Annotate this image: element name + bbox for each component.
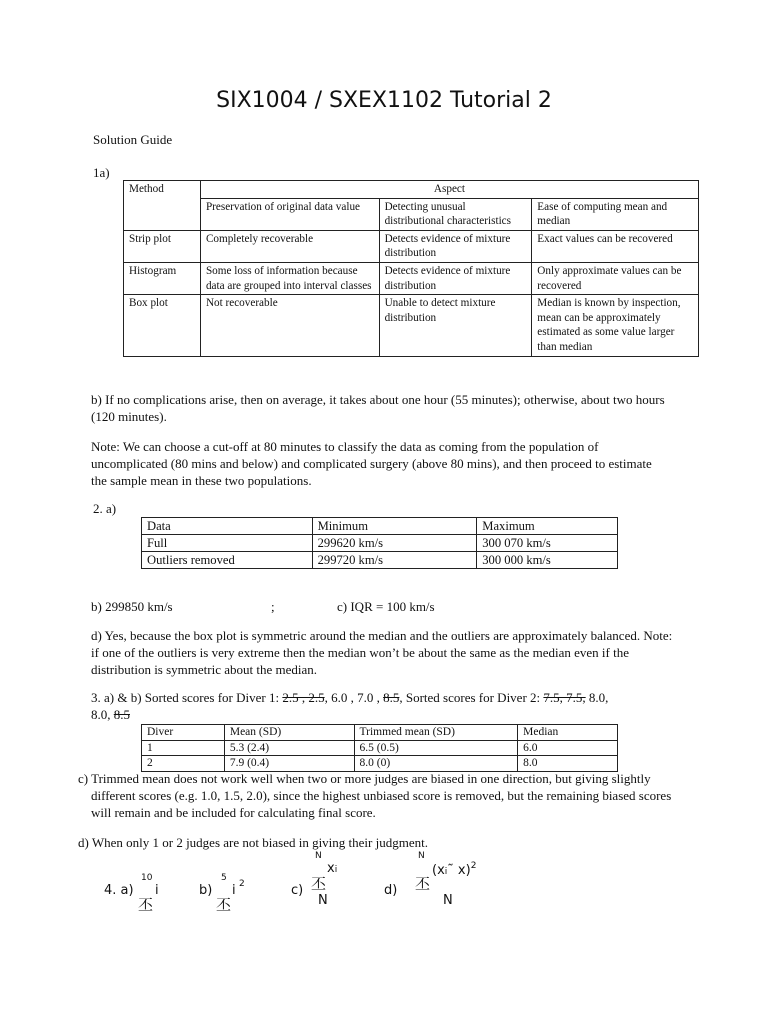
table-cell: 299620 km/s — [312, 535, 477, 552]
table-cell: Unable to detect mixture distribution — [379, 295, 532, 356]
q4b-power: 2 — [239, 879, 245, 889]
q4b-term: i — [232, 883, 236, 898]
table-cell: 5.3 (2.4) — [224, 740, 354, 756]
q4c-term — [327, 861, 337, 876]
q4d-subscript: i — [444, 867, 448, 877]
table-cell: 7.9 (0.4) — [224, 756, 354, 772]
diver1-struck-score: 8.5 — [383, 690, 400, 705]
sigma-icon: 丕 — [415, 875, 431, 893]
table-cell: 299720 km/s — [312, 552, 477, 569]
table-cell: Method — [124, 181, 201, 231]
diver2-struck-score: 8.5 — [113, 707, 130, 722]
table-cell: Diver — [142, 725, 225, 741]
table-cell: 300 070 km/s — [477, 535, 618, 552]
sigma-icon: 丕 — [216, 896, 232, 914]
diver2-struck-scores: 7.5, 7.5, — [543, 690, 586, 705]
q2-c-answer: c) IQR = 100 km/s — [337, 599, 435, 614]
diver2-scores: 8.0, — [585, 690, 609, 705]
table-cell: 300 000 km/s — [477, 552, 618, 569]
table-cell: Exact values can be recovered — [532, 230, 699, 262]
q1-table — [123, 180, 699, 357]
q3-table — [141, 724, 618, 772]
q2-b-answer: b) 299850 km/s — [91, 599, 173, 614]
table-cell: Some loss of information because data are grouped into interval classes — [200, 262, 379, 294]
q4a-term: i — [155, 883, 159, 898]
table-cell: Trimmed mean (SD) — [354, 725, 518, 741]
table-cell: Median — [518, 725, 618, 741]
q2-label: 2. a) — [93, 501, 117, 516]
diver1-scores: , 6.0 , 7.0 , — [324, 690, 384, 705]
q3-ab-line-2 — [91, 706, 130, 723]
table-row — [142, 740, 618, 756]
table-cell: Detects evidence of mixture distribution — [379, 262, 532, 294]
q4c-subscript: i — [334, 865, 338, 875]
table-cell: Full — [142, 535, 313, 552]
diver2-prefix: , Sorted scores for Diver 2: — [399, 690, 544, 705]
page-title: SIX1004 / SXEX1102 Tutorial 2 — [216, 88, 552, 113]
table-row — [124, 181, 699, 199]
table-row — [124, 230, 699, 262]
table-cell: Only approximate values can be recovered — [532, 262, 699, 294]
table-cell: Histogram — [124, 262, 201, 294]
q4d-power: 2 — [470, 861, 477, 871]
q4c-variable: x — [327, 861, 335, 876]
q2-table — [141, 517, 618, 569]
table-cell: Strip plot — [124, 230, 201, 262]
table-row — [124, 295, 699, 356]
q4d-open: (x — [432, 863, 445, 878]
q3-ab-prefix: 3. a) & b) Sorted scores for Diver 1: — [91, 690, 283, 705]
table-cell: 1 — [142, 740, 225, 756]
sigma-icon: 丕 — [138, 896, 154, 914]
q3-ab-line — [91, 689, 691, 706]
table-cell: 6.5 (0.5) — [354, 740, 518, 756]
table-row — [124, 262, 699, 294]
subtitle: Solution Guide — [93, 132, 173, 147]
table-cell: Detecting unusual distributional characteristics — [379, 198, 532, 230]
q4-label: 4. a) — [104, 883, 134, 898]
q4c-upper-limit: N — [315, 851, 322, 861]
table-cell: Maximum — [477, 518, 618, 535]
table-row — [142, 552, 618, 569]
table-cell: Data — [142, 518, 313, 535]
table-cell: 6.0 — [518, 740, 618, 756]
q3-c-answer: c) Trimmed mean does not work well when two or more judges are biased in one direction, but giving slightly different scores (e.g. 1.0, 1.5, 2.0), since the highest unbiased score is removed, but the remaining biased scores will remain and be included for calculating final score. — [78, 771, 672, 820]
table-cell: Detects evidence of mixture distribution — [379, 230, 532, 262]
q4d-rest: ˜ x) — [447, 863, 471, 878]
table-cell: Ease of computing mean and median — [532, 198, 699, 230]
q4d-label: d) — [384, 883, 398, 898]
q4d-term — [432, 861, 476, 878]
q4b-upper-limit: 5 — [221, 873, 227, 883]
table-row — [142, 518, 618, 535]
q1-b-answer: b) If no complications arise, then on average, it takes about one hour (55 minutes); otherwise, about two hours (120 minutes). — [91, 392, 665, 424]
q3-d-answer: d) When only 1 or 2 judges are not biased in giving their judgment. — [78, 835, 428, 850]
q4d-upper-limit: N — [418, 851, 425, 861]
table-row — [124, 198, 699, 230]
table-cell: 8.0 — [518, 756, 618, 772]
q1-label: 1a) — [93, 165, 110, 180]
table-row — [142, 535, 618, 552]
diver1-struck-scores: 2.5 , 2.5 — [282, 690, 325, 705]
table-cell: Aspect — [200, 181, 698, 199]
q4c-denominator: N — [318, 893, 328, 908]
table-row — [142, 725, 618, 741]
sigma-icon: 丕 — [311, 875, 327, 893]
table-cell: Minimum — [312, 518, 477, 535]
table-cell: Box plot — [124, 295, 201, 356]
q4c-label: c) — [291, 883, 304, 898]
q1-note: Note: We can choose a cut-off at 80 minutes to classify the data as coming from the population of uncomplicated (80 mins and below) and complicated surgery (above 80 mins), and then proceed to estimate the sample mean in these two populations. — [91, 439, 652, 488]
q2-separator: ; — [271, 599, 275, 614]
table-cell: Completely recoverable — [200, 230, 379, 262]
q4d-denominator: N — [443, 893, 453, 908]
diver2-scores-cont: 8.0, — [91, 707, 114, 722]
table-cell: Outliers removed — [142, 552, 313, 569]
q4b-label: b) — [199, 883, 213, 898]
q2-d-answer: d) Yes, because the box plot is symmetric around the median and the outliers are approximately balanced. Note: if one of the outliers is very extreme then the median won’t be about the same as the median even if the distribution is symmetric about the median. — [91, 628, 673, 677]
table-cell: 8.0 (0) — [354, 756, 518, 772]
table-cell: Preservation of original data value — [200, 198, 379, 230]
table-cell: Not recoverable — [200, 295, 379, 356]
table-row — [142, 756, 618, 772]
table-cell: Mean (SD) — [224, 725, 354, 741]
q4a-upper-limit: 10 — [141, 873, 153, 883]
table-cell: Median is known by inspection, mean can be approximately estimated as some value larger than median — [532, 295, 699, 356]
table-cell: 2 — [142, 756, 225, 772]
